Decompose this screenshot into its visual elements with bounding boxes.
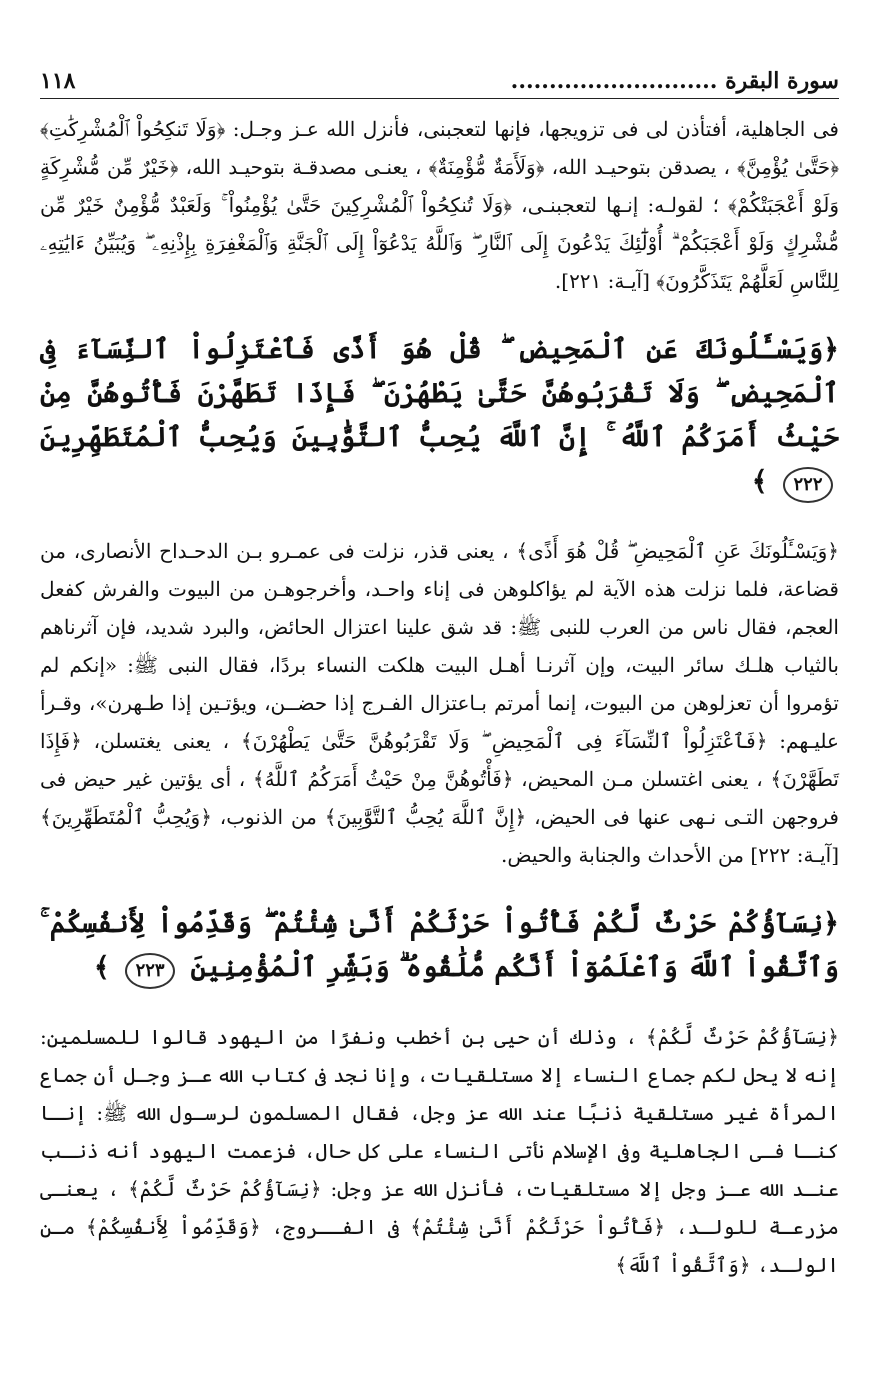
verse-close-bracket: ﴾	[93, 952, 110, 983]
quran-verse-222	[40, 328, 839, 504]
verse-close-bracket: ﴾	[751, 466, 768, 497]
verse-text: ﴿نِسَآؤُكُمْ حَرْثٌ لَّكُمْ فَأْتُواْ حَرْثَكُمْ أَنَّىٰ شِئْتُمْ ۖ وَقَدِّمُواْ لِأَنفُسِكُمْ ۚ وَٱتَّقُواْ ٱللَّهَ وَٱعْلَمُوٓاْ أَنَّكُم مُّلَٰقُوهُ ۗ وَبَشِّرِ ٱلْمُؤْمِنِينَ	[40, 908, 839, 983]
commentary-paragraph-3: ﴿نِسَآؤُكُمْ حَرْثٌ لَّكُمْ﴾ ، وذلك أن حيى بن أخطب ونفرًا من اليهود قالوا للمسلمين: إنه لا يحل لكم جماع النساء إلا مستلقيات، وإنا نجد فى كتاب الله عـز وجـل أن جماع المرأة غير مستلقية ذنبًا عند الله عز وجل، فقال المسلمون لرسـول الله ﷺ: إنـا كنـا فـى الجاهلية وفى الإسلام نأتى النساء على كل حال، فزعمت اليهود أنه ذنـب عنـد الله عـز وجل إلا مستلقيات، فأنزل الله عز وجل: ﴿نِسَآؤُكُمْ حَرْثٌ لَّكُمْ﴾ ، يعنـى مزرعـة للولـد، ﴿فَأْتُواْ حَرْثَكُمْ أَنَّىٰ شِئْتُمْ﴾ فى الفــروج، ﴿وَقَدِّمُواْ لِأَنفُسِكُمْ﴾ مـن الولـد، ﴿وَٱتَّقُواْ ٱللَّهَ﴾	[40, 1025, 839, 1277]
verse-text: ﴿وَيَسْـَٔلُونَكَ عَنِ ٱلْمَحِيضِ ۖ قُلْ هُوَ أَذًى فَٱعْتَزِلُواْ ٱلنِّسَآءَ فِى ٱلْمَحِيضِ ۖ وَلَا تَقْرَبُوهُنَّ حَتَّىٰ يَطْهُرْنَ ۖ فَإِذَا تَطَهَّرْنَ فَأْتُوهُنَّ مِنْ حَيْثُ أَمَرَكُمُ ٱللَّهُ ۚ إِنَّ ٱللَّهَ يُحِبُّ ٱلتَّوَّٰبِينَ وَيُحِبُّ ٱلْمُتَطَهِّرِينَ	[40, 334, 839, 453]
verse-number-badge: ٢٢٢	[783, 467, 833, 503]
surah-title: سورة البقرة ...........................	[510, 68, 839, 94]
page-body	[40, 110, 839, 1284]
page-number: ١١٨	[40, 68, 76, 94]
quran-verse-223	[40, 902, 839, 990]
commentary-paragraph-2: ﴿وَيَسْـَٔلُونَكَ عَنِ ٱلْمَحِيضِ ۖ قُلْ هُوَ أَذًى﴾ ، يعنى قذر، نزلت فى عمـرو بـن الدحـداح الأنصارى، من قضاعة، فلما نزلت هذه الآية لم يؤاكلوهن فى إناء واحـد، وأخرجوهـن من البيوت والفرش كفعل العجم، فقال ناس من العرب للنبى ﷺ: قد شق علينا اعتزال الحائض، والبرد شديد، فإن آثرناهم بالثياب هلـك سائر البيت، وإن آثرنـا أهـل البيت هلكت النساء بردًا، فقال النبى ﷺ: «إنكم لم تؤمروا أن تعزلوهن من البيوت، إنما أمرتم بـاعتزال الفـرج إذا حضــن، ويؤتـين إذا طـهرن»، وقـرأ عليـهم: ﴿فَٱعْتَزِلُواْ ٱلنِّسَآءَ فِى ٱلْمَحِيضِ ۖ وَلَا تَقْرَبُوهُنَّ حَتَّىٰ يَطْهُرْنَ﴾ ، يعنى يغتسلن، ﴿فَإِذَا تَطَهَّرْنَ﴾ ، يعنى اغتسلن مـن المحيض، ﴿فَأْتُوهُنَّ مِنْ حَيْثُ أَمَرَكُمُ ٱللَّهُ﴾ ، أى يؤتين غير حيض فى فروجهن التـى نـهى عنها فى الحيض، ﴿إِنَّ ٱللَّهَ يُحِبُّ ٱلتَّوَّٰبِينَ﴾ من الذنوب، ﴿وَيُحِبُّ ٱلْمُتَطَهِّرِينَ﴾ [آيـة: ٢٢٢] من الأحداث والجنابة والحيض.	[40, 539, 839, 867]
verse-number-badge: ٢٢٣	[125, 953, 175, 989]
page-header	[40, 58, 839, 99]
commentary-paragraph-1: فى الجاهلية، أفتأذن لى فى تزويجها، فإنها لتعجبنى، فأنزل الله عـز وجـل: ﴿وَلَا تَنكِحُواْ ٱلْمُشْرِكَٰتِ﴾ ﴿حَتَّىٰ يُؤْمِنَّ﴾ ، يصدقن بتوحيـد الله، ﴿وَلَأَمَةٌ مُّؤْمِنَةٌ﴾ ، يعنـى مصدقـة بتوحيـد الله، ﴿خَيْرٌ مِّن مُّشْرِكَةٍ وَلَوْ أَعْجَبَتْكُمْ﴾ ؛ لقولـه: إنـها لتعجبنـى، ﴿وَلَا تُنكِحُواْ ٱلْمُشْرِكِينَ حَتَّىٰ يُؤْمِنُواْ ۚ وَلَعَبْدٌ مُّؤْمِنٌ خَيْرٌ مِّن مُّشْرِكٍ وَلَوْ أَعْجَبَكُمْ ۗ أُوْلَٰٓئِكَ يَدْعُونَ إِلَى ٱلنَّارِ ۖ وَٱللَّهُ يَدْعُوٓاْ إِلَى ٱلْجَنَّةِ وَٱلْمَغْفِرَةِ بِإِذْنِهِۦ ۖ وَيُبَيِّنُ ءَايَٰتِهِۦ لِلنَّاسِ لَعَلَّهُمْ يَتَذَكَّرُونَ﴾ [آيـة: ٢٢١].	[40, 117, 839, 293]
